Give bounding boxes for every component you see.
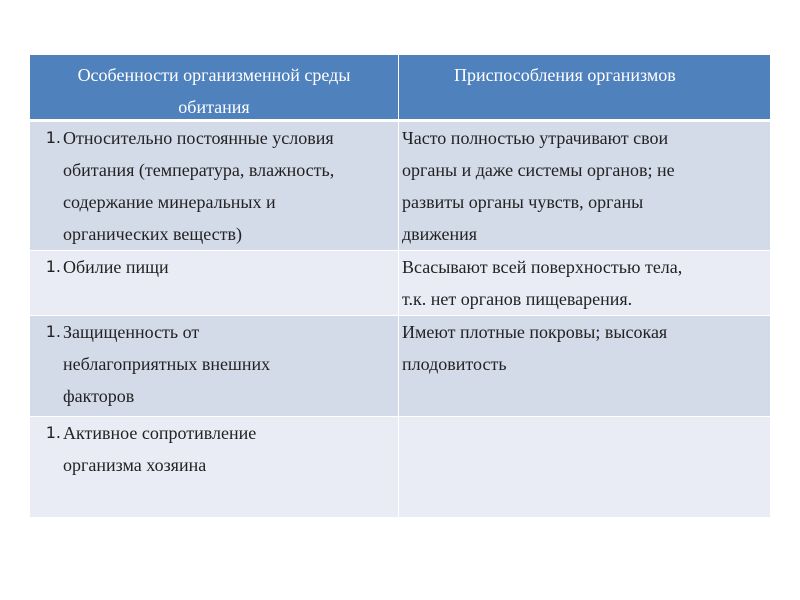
row-3-feature-line-1: Защищенность от <box>63 322 200 342</box>
row-4-number: 1. <box>45 423 61 442</box>
row-2-feature <box>30 251 399 316</box>
row-4-feature-line-1: Активное сопротивление <box>63 423 257 443</box>
table-row <box>30 417 771 518</box>
row-2-adaptation-line-1: Всасывают всей поверхностью тела, <box>402 257 683 277</box>
header-col2: Приспособления организмов <box>454 65 676 85</box>
row-3-number: 1. <box>45 322 61 341</box>
row-2-number: 1. <box>45 257 61 276</box>
table-row <box>30 121 771 251</box>
header-cell-adaptations <box>399 55 771 121</box>
row-2-adaptation <box>399 251 771 316</box>
adaptations-table <box>29 54 771 518</box>
row-1-adaptation-line-2: органы и даже системы органов; не <box>402 160 675 180</box>
table-row <box>30 316 771 417</box>
row-1-feature-line-3: содержание минеральных и <box>63 192 276 212</box>
row-1-adaptation-line-1: Часто полностью утрачивают свои <box>402 128 669 148</box>
row-1-adaptation <box>399 121 771 251</box>
row-3-adaptation-line-1: Имеют плотные покровы; высокая <box>402 322 668 342</box>
row-3-adaptation <box>399 316 771 417</box>
row-1-feature-line-4: органических веществ) <box>63 224 243 244</box>
row-3-adaptation-line-2: плодовитость <box>402 354 507 374</box>
row-1-number: 1. <box>45 128 61 147</box>
row-2-adaptation-line-2: т.к. нет органов пищеварения. <box>402 289 633 309</box>
header-row <box>30 55 771 121</box>
row-3-feature-line-2: неблагоприятных внешних <box>63 354 271 374</box>
row-4-feature-line-2: организма хозяина <box>63 455 207 475</box>
row-2-feature-line-1: Обилие пищи <box>63 257 169 277</box>
row-4-adaptation <box>399 417 771 518</box>
row-1-adaptation-line-4: движения <box>402 224 478 244</box>
header-col1-line1: Особенности организменной среды <box>77 65 351 85</box>
row-1-feature <box>30 121 399 251</box>
row-1-feature-line-2: обитания (температура, влажность, <box>63 160 335 180</box>
header-cell-environment <box>30 55 399 121</box>
header-col1-line2: обитания <box>178 97 250 117</box>
row-1-adaptation-line-3: развиты органы чувств, органы <box>402 192 644 212</box>
row-4-feature <box>30 417 399 518</box>
table-row <box>30 251 771 316</box>
row-3-feature-line-3: факторов <box>63 386 135 406</box>
row-1-feature-line-1: Относительно постоянные условия <box>63 128 334 148</box>
row-3-feature <box>30 316 399 417</box>
